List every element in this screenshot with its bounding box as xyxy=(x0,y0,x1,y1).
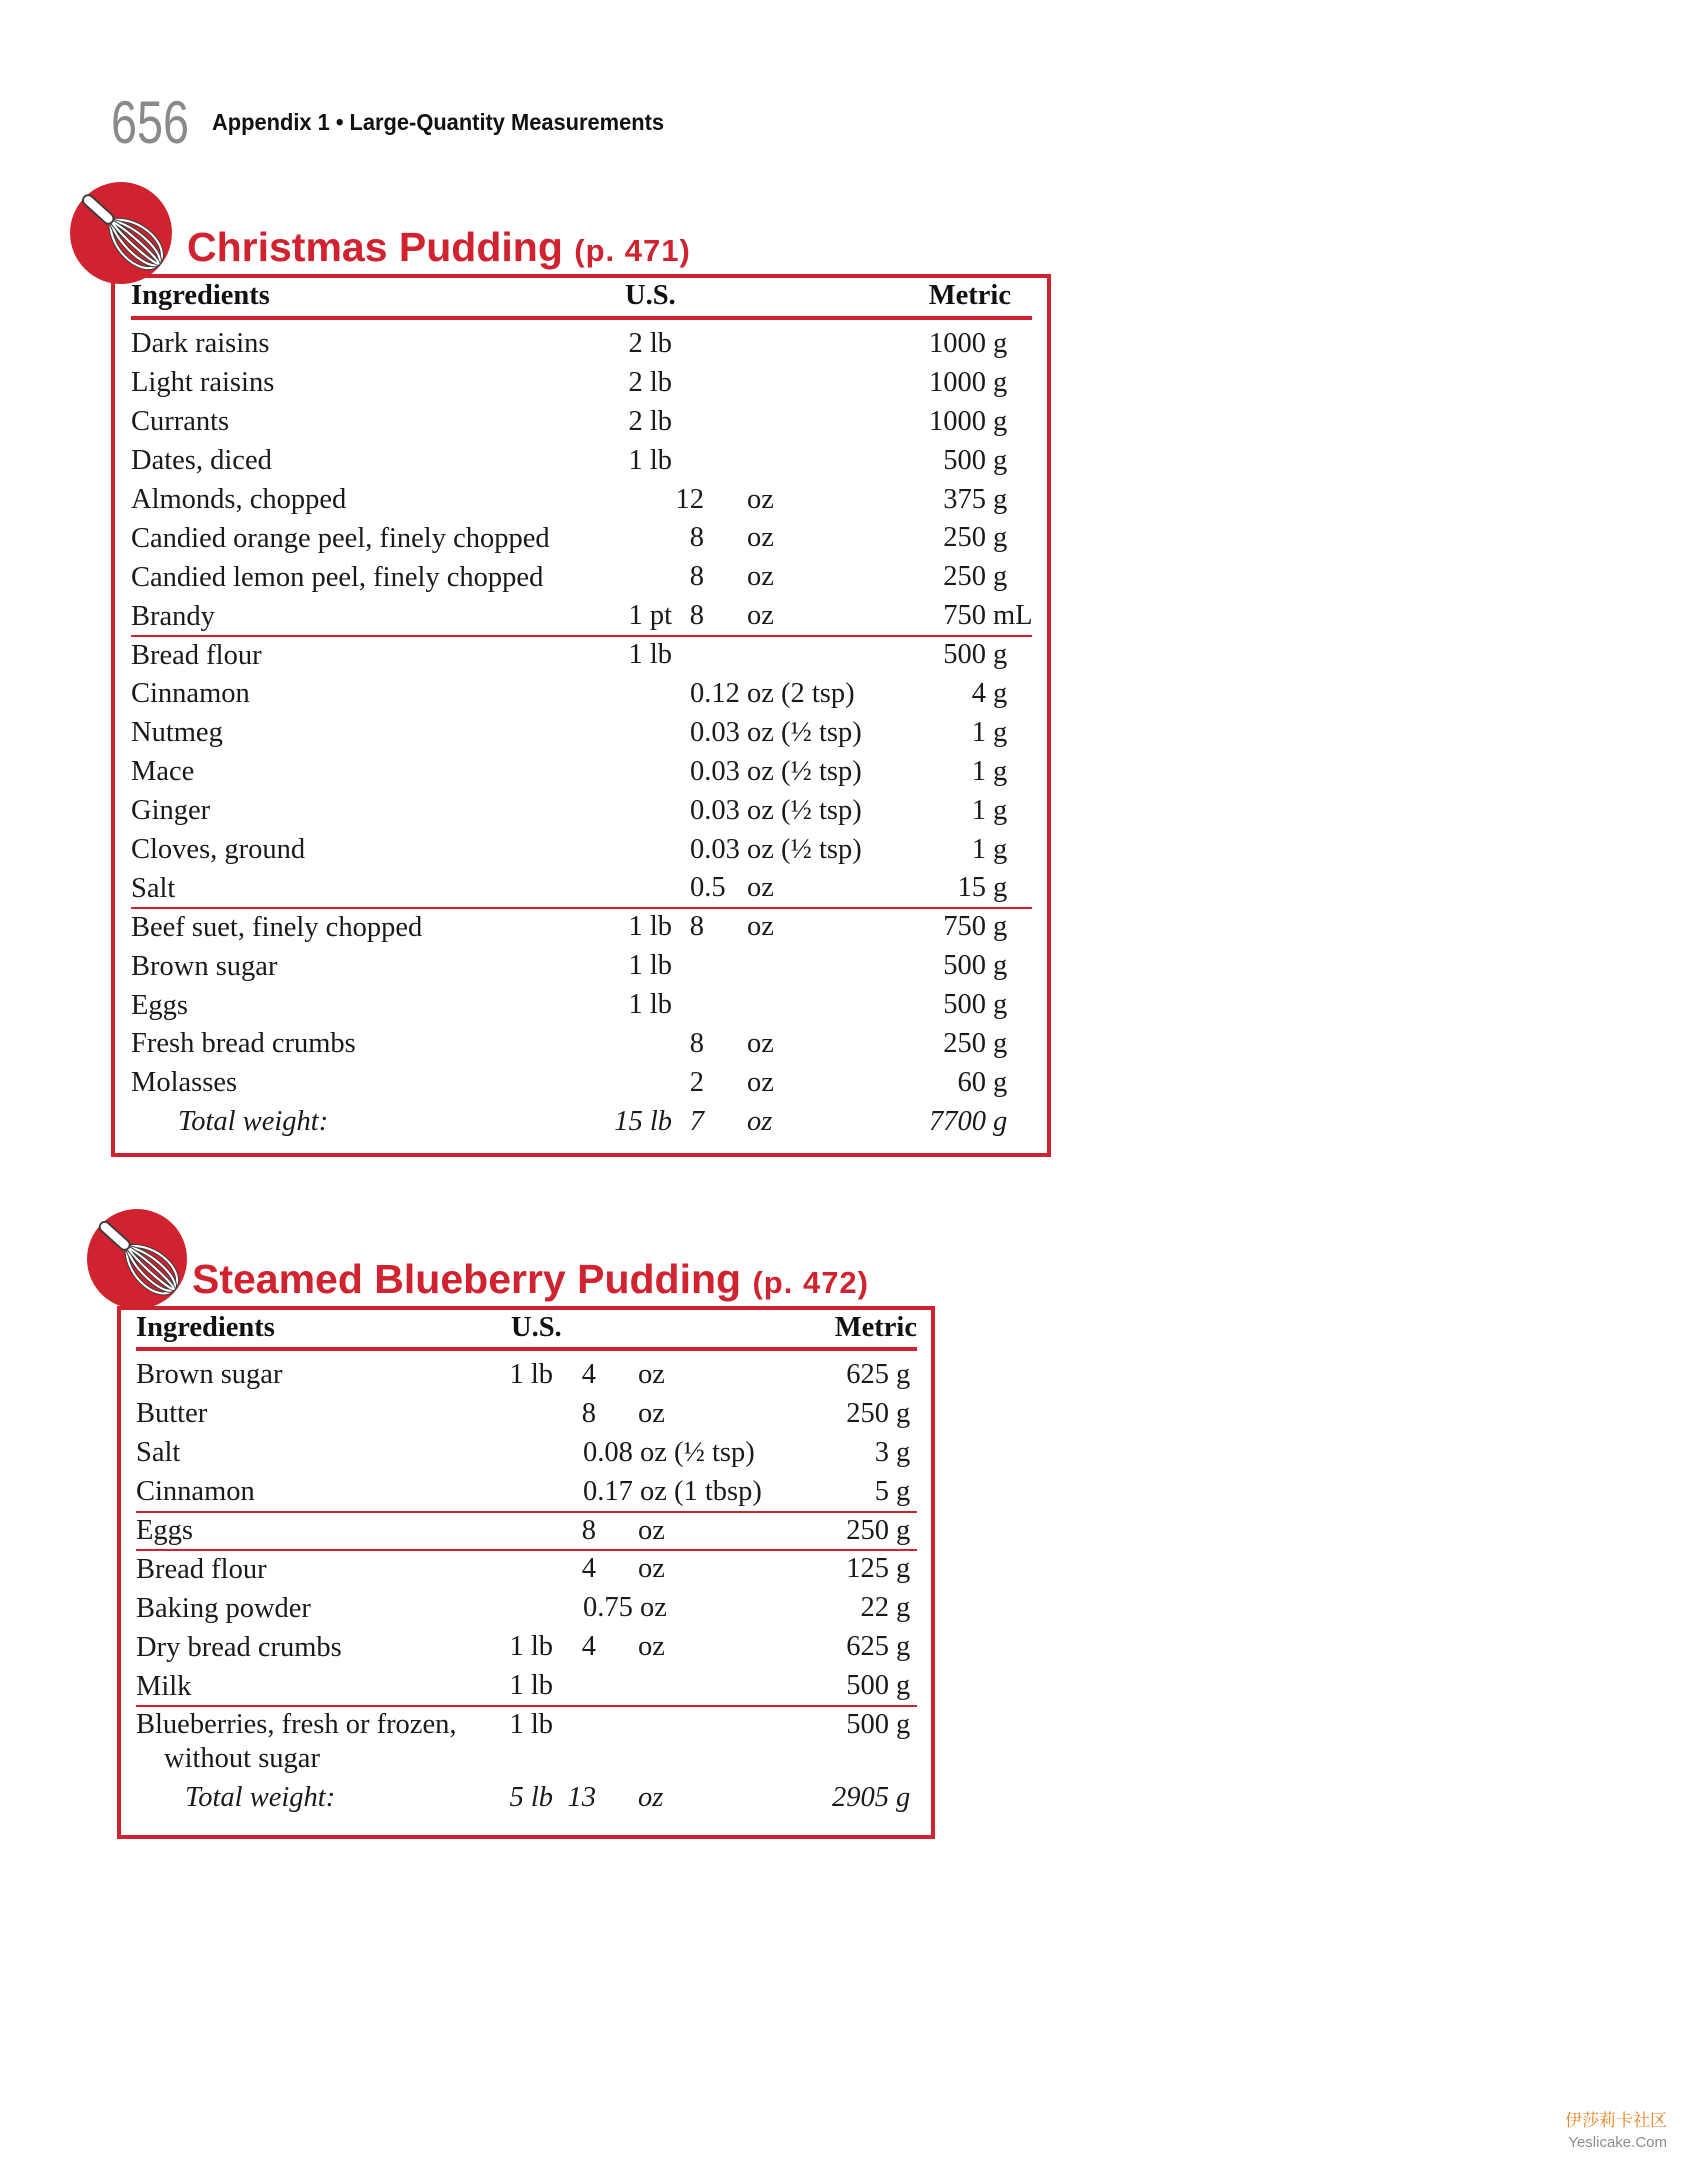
us-ounces-cell: 4 xyxy=(581,1553,596,1585)
whisk-icon xyxy=(69,181,173,285)
ingredient-name: Butter xyxy=(136,1398,208,1430)
us-ounces-cell: 8 xyxy=(581,1514,596,1546)
metric-unit-cell: g xyxy=(896,1475,911,1507)
metric-value-cell: 500 xyxy=(943,639,986,671)
ingredient-name: Bread flour xyxy=(131,639,262,671)
us-unit-cell: oz xyxy=(747,1028,774,1060)
us-ounces-cell: 13 xyxy=(567,1781,596,1813)
us-pounds-cell: 15 lb xyxy=(614,1105,672,1137)
metric-unit-cell: g xyxy=(993,794,1008,826)
table-body xyxy=(121,1356,931,1818)
us-ounces-cell: 8 xyxy=(689,561,704,593)
metric-value-cell: 7700 xyxy=(929,1105,986,1137)
metric-unit-cell: g xyxy=(993,872,1008,904)
us-ounces-cell: 7 xyxy=(689,1105,704,1137)
running-head: Appendix 1 • Large-Quantity Measurements xyxy=(212,109,665,135)
metric-value-cell: 250 xyxy=(943,1028,986,1060)
ingredient-name: Light raisins xyxy=(131,367,275,399)
ingredient-name: Blueberries, fresh or frozen, without sugar xyxy=(136,1709,457,1775)
us-small-measure-cell: 0.12 oz (2 tsp) xyxy=(690,678,855,710)
us-ounces-cell: 8 xyxy=(689,522,704,554)
metric-value-cell: 1 xyxy=(971,794,986,826)
ingredient-name: Baking powder xyxy=(136,1592,311,1624)
us-pounds-cell: 1 pt xyxy=(628,600,672,632)
metric-unit-cell: g xyxy=(993,755,1008,787)
us-unit-cell: oz xyxy=(747,911,774,943)
ingredient-name: Eggs xyxy=(131,989,188,1021)
us-unit-cell: oz xyxy=(747,872,774,904)
ingredient-name: Bread flour xyxy=(136,1553,267,1585)
metric-unit-cell: g xyxy=(896,1359,911,1390)
ingredient-row xyxy=(115,869,1047,908)
metric-value-cell: 500 xyxy=(846,1709,889,1741)
us-small-measure-cell: 0.03 oz (½ tsp) xyxy=(690,833,862,865)
ingredient-row xyxy=(115,442,1047,481)
column-header-us: U.S. xyxy=(511,1312,562,1343)
us-pounds-cell: 1 lb xyxy=(628,950,672,982)
ingredient-row xyxy=(121,1706,931,1779)
total-row xyxy=(115,1103,1047,1142)
metric-unit-cell: g xyxy=(993,716,1008,748)
ingredient-row xyxy=(115,1064,1047,1103)
ingredient-name: Almonds, chopped xyxy=(131,484,347,515)
recipe-title xyxy=(192,1256,869,1303)
us-pounds-cell: 1 lb xyxy=(628,639,672,671)
metric-unit-cell: g xyxy=(993,366,1008,398)
metric-value-cell: 750 xyxy=(943,600,986,632)
ingredient-row xyxy=(115,519,1047,558)
us-unit-cell: oz xyxy=(747,600,774,632)
ingredient-row xyxy=(115,947,1047,986)
ingredient-table xyxy=(111,274,1051,1157)
us-pounds-cell: 5 lb xyxy=(509,1781,553,1813)
metric-unit-cell: g xyxy=(896,1436,911,1468)
metric-unit-cell: g xyxy=(993,678,1008,710)
ingredient-row xyxy=(115,1025,1047,1064)
us-small-measure-cell: 0.5 xyxy=(690,872,726,904)
metric-unit-cell: g xyxy=(896,1592,911,1624)
us-unit-cell: oz xyxy=(638,1553,665,1585)
ingredient-name: Currants xyxy=(131,406,230,438)
page-number: 656 xyxy=(111,89,190,156)
ingredient-name: Nutmeg xyxy=(131,717,223,749)
ingredient-row xyxy=(121,1434,931,1473)
metric-value-cell: 500 xyxy=(943,950,986,982)
us-unit-cell: oz xyxy=(747,1105,773,1137)
metric-value-cell: 15 xyxy=(957,872,986,904)
metric-value-cell: 4 xyxy=(971,678,986,710)
ingredient-row xyxy=(115,481,1047,520)
metric-value-cell: 2905 xyxy=(832,1781,889,1813)
metric-value-cell: 250 xyxy=(846,1397,889,1429)
column-header-ingredients: Ingredients xyxy=(131,280,270,311)
metric-value-cell: 1 xyxy=(971,716,986,748)
us-ounces-cell: 4 xyxy=(581,1359,596,1390)
us-unit-cell: oz xyxy=(747,483,774,515)
metric-value-cell: 22 xyxy=(860,1592,889,1624)
header-rule xyxy=(136,1347,917,1351)
us-ounces-cell: 8 xyxy=(689,1028,704,1060)
us-pounds-cell: 2 lb xyxy=(628,328,672,359)
column-header-us: U.S. xyxy=(625,280,676,311)
metric-value-cell: 500 xyxy=(943,989,986,1021)
page-reference: (p. 472) xyxy=(752,1265,869,1300)
recipe-title xyxy=(187,224,691,271)
metric-value-cell: 250 xyxy=(846,1514,889,1546)
column-header-ingredients: Ingredients xyxy=(136,1312,275,1343)
metric-value-cell: 1000 xyxy=(929,405,986,437)
metric-unit-cell: g xyxy=(993,483,1008,515)
ingredient-row xyxy=(121,1667,931,1706)
us-ounces-cell: 8 xyxy=(581,1397,596,1429)
metric-unit-cell: mL xyxy=(993,600,1033,632)
metric-value-cell: 625 xyxy=(846,1631,889,1663)
ingredient-name: Brown sugar xyxy=(131,950,278,982)
us-small-measure-cell: 0.08 oz (½ tsp) xyxy=(583,1436,755,1468)
ingredient-name: Brown sugar xyxy=(136,1359,283,1391)
ingredient-row xyxy=(115,558,1047,597)
metric-unit-cell: g xyxy=(993,639,1008,671)
ingredient-row xyxy=(121,1550,931,1589)
us-pounds-cell: 2 lb xyxy=(628,405,672,437)
recipe-title-text: Steamed Blueberry Pudding xyxy=(192,1256,742,1302)
ingredient-name: Candied lemon peel, finely chopped xyxy=(131,561,544,593)
ingredient-name: Cinnamon xyxy=(136,1476,255,1508)
ingredient-row xyxy=(115,364,1047,403)
us-small-measure-cell: 0.75 oz xyxy=(583,1592,667,1624)
us-ounces-cell: 8 xyxy=(689,911,704,943)
metric-value-cell: 500 xyxy=(846,1670,889,1702)
metric-unit-cell: g xyxy=(993,989,1008,1021)
ingredient-row xyxy=(121,1473,931,1512)
metric-value-cell: 60 xyxy=(957,1066,986,1098)
metric-unit-cell: g xyxy=(993,405,1008,437)
us-unit-cell: oz xyxy=(638,1359,665,1390)
ingredient-row xyxy=(121,1395,931,1434)
us-unit-cell: oz xyxy=(638,1514,665,1546)
recipe-title-text: Christmas Pudding xyxy=(187,224,563,270)
ingredient-table xyxy=(117,1306,935,1839)
metric-unit-cell: g xyxy=(896,1397,911,1429)
ingredient-row xyxy=(121,1589,931,1628)
metric-unit-cell: g xyxy=(896,1709,911,1741)
us-pounds-cell: 1 lb xyxy=(509,1359,553,1390)
metric-unit-cell: g xyxy=(993,950,1008,982)
us-unit-cell: oz xyxy=(747,522,774,554)
ingredient-row xyxy=(115,986,1047,1025)
metric-value-cell: 625 xyxy=(846,1359,889,1390)
metric-unit-cell: g xyxy=(993,522,1008,554)
ingredient-name: Beef suet, finely chopped xyxy=(131,911,423,943)
metric-unit-cell: g xyxy=(896,1631,911,1663)
total-weight-label: Total weight: xyxy=(178,1106,329,1138)
us-unit-cell: oz xyxy=(638,1781,664,1813)
metric-value-cell: 750 xyxy=(943,911,986,943)
ingredient-name: Candied orange peel, finely chopped xyxy=(131,522,550,554)
us-small-measure-cell: 0.03 oz (½ tsp) xyxy=(690,755,862,787)
metric-unit-cell: g xyxy=(896,1670,911,1702)
metric-value-cell: 250 xyxy=(943,561,986,593)
metric-unit-cell: g xyxy=(993,561,1008,593)
ingredient-row xyxy=(121,1628,931,1667)
metric-unit-cell: g xyxy=(993,1066,1008,1098)
ingredient-name: Dark raisins xyxy=(131,328,270,360)
watermark-chinese: 伊莎莉卡社区 xyxy=(1565,2111,1667,2131)
column-header-metric: Metric xyxy=(928,280,1011,311)
total-weight-label: Total weight: xyxy=(185,1782,336,1814)
us-pounds-cell: 1 lb xyxy=(509,1709,553,1741)
header-rule xyxy=(131,316,1032,320)
us-ounces-cell: 8 xyxy=(689,600,704,632)
ingredient-row xyxy=(121,1356,931,1395)
metric-unit-cell: g xyxy=(896,1781,911,1813)
ingredient-name: Ginger xyxy=(131,795,211,827)
metric-value-cell: 1 xyxy=(971,755,986,787)
ingredient-name: Brandy xyxy=(131,600,215,632)
metric-unit-cell: g xyxy=(896,1553,911,1585)
ingredient-row xyxy=(115,714,1047,753)
watermark-site: Yeslicake.Com xyxy=(1568,2134,1667,2151)
table-header xyxy=(121,1310,931,1346)
ingredient-row xyxy=(121,1512,931,1551)
us-ounces-cell: 12 xyxy=(675,483,704,515)
ingredient-row xyxy=(115,597,1047,636)
metric-value-cell: 1000 xyxy=(929,366,986,398)
metric-unit-cell: g xyxy=(993,1028,1008,1060)
ingredient-name: Eggs xyxy=(136,1515,193,1546)
column-header-metric: Metric xyxy=(834,1312,917,1343)
page-reference: (p. 471) xyxy=(574,233,691,268)
whisk-icon xyxy=(86,1208,188,1310)
ingredient-name: Cloves, ground xyxy=(131,834,306,866)
ingredient-row xyxy=(115,792,1047,831)
table-body xyxy=(115,325,1047,1142)
ingredient-row xyxy=(115,908,1047,947)
us-ounces-cell: 4 xyxy=(581,1631,596,1663)
us-unit-cell: oz xyxy=(638,1397,665,1429)
metric-value-cell: 500 xyxy=(943,444,986,476)
metric-unit-cell: g xyxy=(993,833,1008,865)
us-unit-cell: oz xyxy=(747,561,774,593)
metric-unit-cell: g xyxy=(993,444,1008,476)
metric-value-cell: 375 xyxy=(943,483,986,515)
ingredient-name: Molasses xyxy=(131,1067,238,1099)
us-small-measure-cell: 0.03 oz (½ tsp) xyxy=(690,794,862,826)
metric-value-cell: 1000 xyxy=(929,328,986,359)
ingredient-name: Salt xyxy=(136,1437,181,1469)
metric-unit-cell: g xyxy=(993,911,1008,943)
ingredient-name: Mace xyxy=(131,756,195,788)
ingredient-name: Dates, diced xyxy=(131,445,272,477)
us-pounds-cell: 1 lb xyxy=(628,444,672,476)
ingredient-name: Salt xyxy=(131,872,176,904)
ingredient-name: Dry bread crumbs xyxy=(136,1631,342,1663)
ingredient-row xyxy=(115,831,1047,870)
us-small-measure-cell: 0.03 oz (½ tsp) xyxy=(690,716,862,748)
ingredient-row xyxy=(115,753,1047,792)
metric-unit-cell: g xyxy=(993,328,1008,359)
metric-value-cell: 250 xyxy=(943,522,986,554)
ingredient-row xyxy=(115,325,1047,364)
ingredient-row xyxy=(115,675,1047,714)
metric-unit-cell: g xyxy=(896,1514,911,1546)
metric-value-cell: 1 xyxy=(971,833,986,865)
metric-unit-cell: g xyxy=(993,1105,1008,1137)
table-header xyxy=(115,278,1047,314)
us-unit-cell: oz xyxy=(638,1631,665,1663)
ingredient-row xyxy=(115,403,1047,442)
us-ounces-cell: 2 xyxy=(689,1066,704,1098)
ingredient-name: Fresh bread crumbs xyxy=(131,1028,356,1060)
metric-value-cell: 3 xyxy=(874,1436,889,1468)
us-pounds-cell: 1 lb xyxy=(509,1631,553,1663)
ingredient-name: Milk xyxy=(136,1670,192,1702)
us-pounds-cell: 1 lb xyxy=(628,989,672,1021)
ingredient-name: Cinnamon xyxy=(131,678,250,710)
total-row xyxy=(121,1779,931,1818)
ingredient-row xyxy=(115,636,1047,675)
us-unit-cell: oz xyxy=(747,1066,774,1098)
metric-value-cell: 5 xyxy=(874,1475,889,1507)
us-pounds-cell: 1 lb xyxy=(509,1670,553,1702)
us-pounds-cell: 2 lb xyxy=(628,366,672,398)
metric-value-cell: 125 xyxy=(846,1553,889,1585)
us-small-measure-cell: 0.17 oz (1 tbsp) xyxy=(583,1475,762,1507)
us-pounds-cell: 1 lb xyxy=(628,911,672,943)
